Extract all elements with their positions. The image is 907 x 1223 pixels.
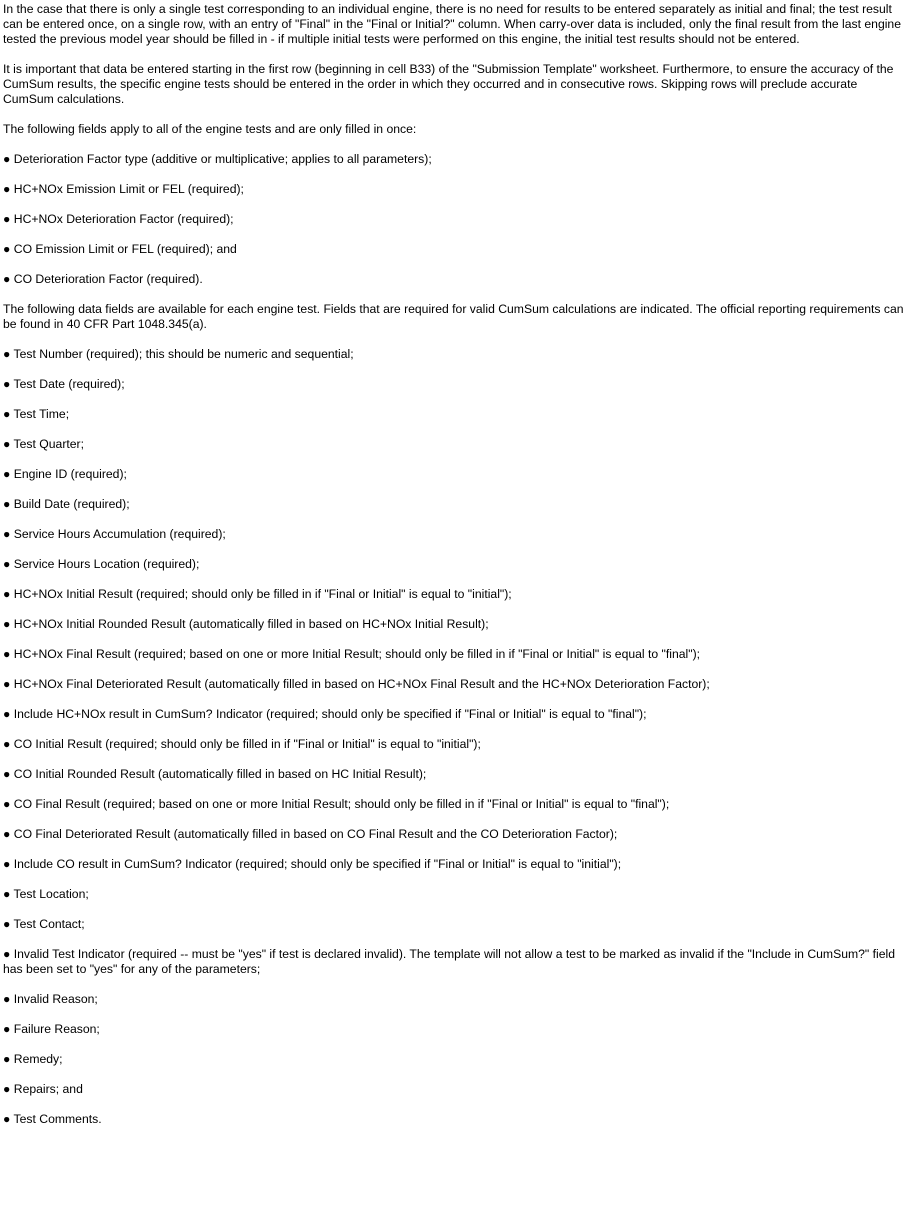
list-item (3, 242, 906, 257)
list-item (3, 527, 906, 542)
list-item-text: Test Location; (13, 887, 89, 901)
bullet-icon: ● (3, 1112, 11, 1126)
list-item (3, 707, 906, 722)
bullet-icon: ● (3, 437, 11, 451)
list-item (3, 497, 906, 512)
list-item (3, 182, 906, 197)
list-item-text: HC+NOx Deterioration Factor (required); (13, 212, 234, 226)
list-item-text: CO Emission Limit or FEL (required); and (13, 242, 237, 256)
bullet-icon: ● (3, 767, 11, 781)
list-item (3, 917, 906, 932)
list-item-text: Invalid Test Indicator (required -- must be "yes" if test is declared invalid). The template will not allow a test to be marked as invalid if the "Include in CumSum?" field has been set to "yes" for any of the parameters; (3, 947, 895, 976)
bullet-icon: ● (3, 677, 11, 691)
bullet-icon: ● (3, 272, 11, 286)
bullet-icon: ● (3, 1082, 11, 1096)
bullet-icon: ● (3, 1052, 11, 1066)
bullet-icon: ● (3, 407, 11, 421)
bullet-icon: ● (3, 212, 11, 226)
bullet-icon: ● (3, 992, 11, 1006)
bullet-icon: ● (3, 347, 11, 361)
list-item-text: Engine ID (required); (13, 467, 127, 481)
intro-paragraph-single-test: In the case that there is only a single test corresponding to an individual engine, there is no need for results to be entered separately as initial and final; the test result can be entered once, on a single row, with an entry of "Final" in the "Final or Initial?" column. When carry-over data is included, only the final result from the last engine tested the previous model year should be filled in - if multiple initial tests were performed on this engine, the initial test results should not be entered. (3, 2, 901, 46)
list-item (3, 377, 906, 392)
list-item-text: Service Hours Accumulation (required); (13, 527, 226, 541)
list-item-text: HC+NOx Final Deteriorated Result (automatically filled in based on HC+NOx Final Result and the HC+NOx Deterioration Factor); (13, 677, 710, 691)
list-item-text: Remedy; (13, 1052, 63, 1066)
list-item-text: Test Comments. (13, 1112, 102, 1126)
list-item-text: CO Final Deteriorated Result (automatically filled in based on CO Final Result and the CO Deterioration Factor); (13, 827, 618, 841)
list-item-text: HC+NOx Final Result (required; based on one or more Initial Result; should only be filled in if "Final or Initial" is equal to "final"); (13, 647, 701, 661)
list-item-text: Deterioration Factor type (additive or multiplicative; applies to all parameters); (13, 152, 432, 166)
list-item (3, 677, 906, 692)
list-item-text: HC+NOx Initial Rounded Result (automatically filled in based on HC+NOx Initial Result); (13, 617, 489, 631)
list-item (3, 407, 906, 422)
list-item-text: HC+NOx Initial Result (required; should only be filled in if "Final or Initial" is equal to "initial"); (13, 587, 512, 601)
list-item (3, 272, 906, 287)
list-item (3, 1022, 906, 1037)
list-item (3, 767, 906, 782)
list-item (3, 347, 906, 362)
bullet-icon: ● (3, 707, 11, 721)
list-item (3, 1082, 906, 1097)
bullet-icon: ● (3, 587, 11, 601)
intro-paragraph-data-entry-order: It is important that data be entered starting in the first row (beginning in cell B33) of the "Submission Template" worksheet. Furthermore, to ensure the accuracy of the CumSum results, the specific engine tests should be entered in the order in which they occurred and in consecutive rows. Skipping rows will preclude accurate CumSum calculations. (3, 62, 894, 106)
bullet-icon: ● (3, 647, 11, 661)
list-item (3, 152, 906, 167)
list-item (3, 947, 906, 977)
list-item-text: Test Date (required); (13, 377, 125, 391)
bullet-icon: ● (3, 467, 11, 481)
list-item-text: CO Final Result (required; based on one or more Initial Result; should only be filled in if "Final or Initial" is equal to "final"); (13, 797, 670, 811)
list-item (3, 737, 906, 752)
list-item-text: Build Date (required); (13, 497, 130, 511)
list-item-text: Failure Reason; (13, 1022, 100, 1036)
intro-paragraph-all-tests-fields: The following fields apply to all of the engine tests and are only filled in once: (3, 122, 417, 136)
bullet-icon: ● (3, 242, 11, 256)
bullet-icon: ● (3, 947, 11, 961)
bullet-icon: ● (3, 887, 11, 901)
list-item-text: CO Deterioration Factor (required). (13, 272, 203, 286)
list-item-text: Repairs; and (13, 1082, 83, 1096)
list-item-text: Include HC+NOx result in CumSum? Indicator (required; should only be specified if "Final or Initial" is equal to "final"); (13, 707, 647, 721)
list-item (3, 617, 906, 632)
bullet-icon: ● (3, 557, 11, 571)
bullet-icon: ● (3, 857, 11, 871)
list-item (3, 827, 906, 842)
list-item (3, 467, 906, 482)
list-item-text: Test Number (required); this should be numeric and sequential; (13, 347, 354, 361)
list-item-text: Test Time; (13, 407, 70, 421)
list-item (3, 587, 906, 602)
list-item (3, 557, 906, 572)
list-item-text: Test Contact; (13, 917, 85, 931)
per-test-field-list (3, 347, 906, 1127)
bullet-icon: ● (3, 827, 11, 841)
list-item-text: Invalid Reason; (13, 992, 98, 1006)
list-item-text: Include CO result in CumSum? Indicator (required; should only be specified if "Final or Initial" is equal to "initial"); (13, 857, 622, 871)
bullet-icon: ● (3, 1022, 11, 1036)
bullet-icon: ● (3, 152, 11, 166)
list-item-text: CO Initial Rounded Result (automatically filled in based on HC Initial Result); (13, 767, 427, 781)
list-item (3, 437, 906, 452)
list-item-text: HC+NOx Emission Limit or FEL (required); (13, 182, 244, 196)
list-item (3, 647, 906, 662)
list-item (3, 887, 906, 902)
list-item-text: Service Hours Location (required); (13, 557, 200, 571)
bullet-icon: ● (3, 917, 11, 931)
bullet-icon: ● (3, 797, 11, 811)
list-item-text: CO Initial Result (required; should only be filled in if "Final or Initial" is equal to "initial"); (13, 737, 481, 751)
list-item (3, 212, 906, 227)
bullet-icon: ● (3, 182, 11, 196)
bullet-icon: ● (3, 497, 11, 511)
bullet-icon: ● (3, 527, 11, 541)
instructions-document (3, 2, 906, 1142)
all-tests-field-list (3, 152, 906, 287)
bullet-icon: ● (3, 737, 11, 751)
list-item (3, 857, 906, 872)
list-item (3, 1112, 906, 1127)
list-item-text: Test Quarter; (13, 437, 84, 451)
list-item (3, 1052, 906, 1067)
list-item (3, 797, 906, 812)
bullet-icon: ● (3, 377, 11, 391)
bullet-icon: ● (3, 617, 11, 631)
per-test-intro-paragraph: The following data fields are available for each engine test. Fields that are required for valid CumSum calculations are indicated. The official reporting requirements can be found in 40 CFR Part 1048.345(a). (3, 302, 904, 331)
list-item (3, 992, 906, 1007)
